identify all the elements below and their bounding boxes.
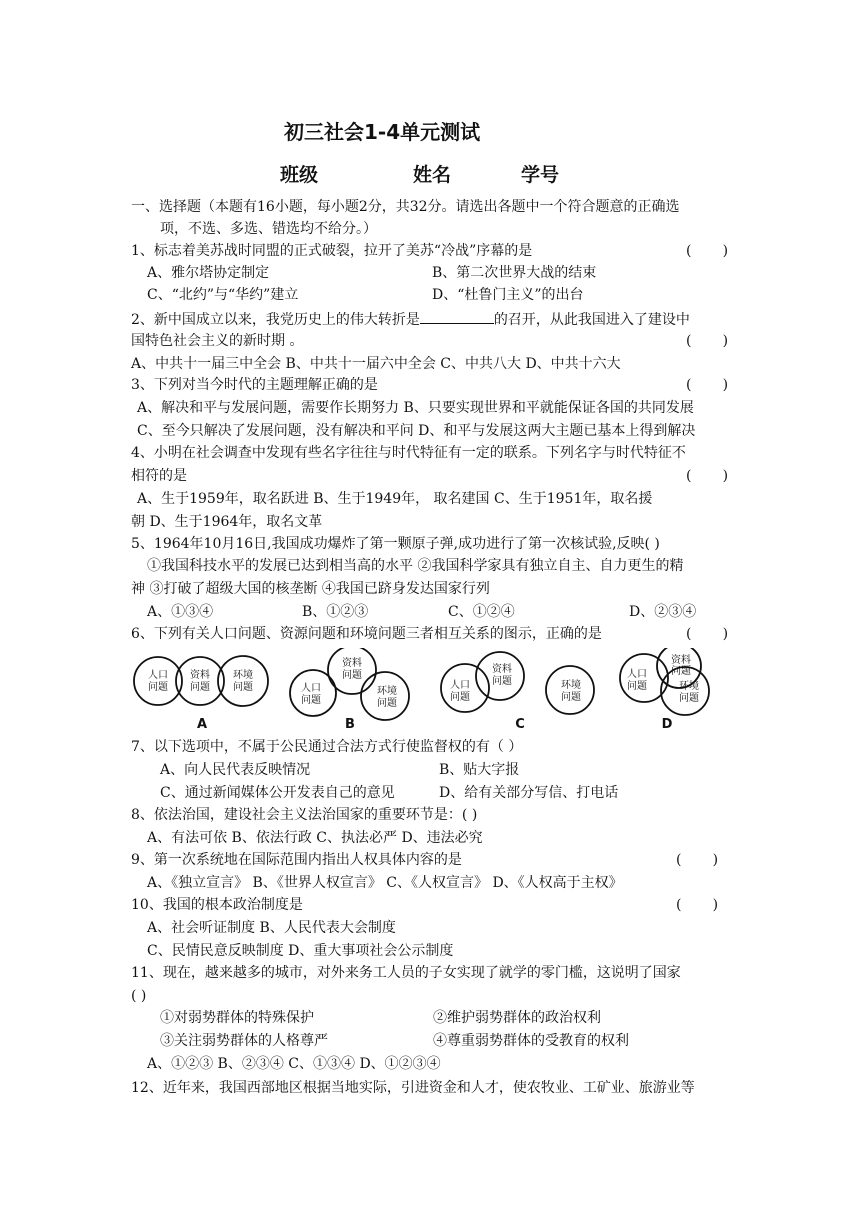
- diagram-c-resource-line2: 问题: [492, 676, 512, 687]
- circle-environment: [218, 656, 268, 706]
- page-title: 初三社会1-4单元测试: [284, 120, 481, 144]
- circle-population: [134, 657, 182, 705]
- question-5-option-b: B、①②③: [302, 604, 369, 620]
- diagram-letter-c: C: [515, 717, 525, 732]
- question-11-statement-4: ④尊重弱势群体的受教育的权利: [433, 1033, 629, 1049]
- diagram-c-env-line2: 问题: [561, 692, 581, 703]
- diagram-c-env-line1: 环境: [561, 680, 581, 691]
- question-11-stem: 11、现在，越来越多的城市，对外来务工人员的子女实现了就学的零门槛，这说明了国家: [131, 965, 681, 981]
- question-4-options: A、生于1959年，取名跃进 B、生于1949年， 取名建国 C、生于1951年，取名援: [137, 491, 653, 507]
- answer-blank: [420, 309, 494, 324]
- diagram-d-people-line1: 人口: [627, 669, 647, 680]
- diagram-a-people-line2: 问题: [148, 682, 168, 693]
- venn-diagram-options: [130, 648, 730, 732]
- diagram-letter-a: A: [196, 717, 208, 732]
- question-10-stem: 10、我国的根本政治制度是: [131, 897, 303, 913]
- question-8-options: A、有法可依 B、依法行政 C、执法必严 D、违法必究: [147, 830, 483, 846]
- question-12-stem: 12、近年来，我国西部地区根据当地实际，引进资金和人才，使农牧业、工矿业、旅游业等: [131, 1080, 695, 1096]
- name-label: 姓名: [413, 164, 452, 186]
- question-1-option-b: B、第二次世界大战的结束: [432, 265, 597, 281]
- question-5-option-c: C、①②④: [448, 604, 515, 620]
- question-5-option-d: D、②③④: [629, 604, 697, 620]
- question-6-answer-paren: ( ): [686, 626, 729, 642]
- question-11-statement-1: ①对弱势群体的特殊保护: [160, 1010, 314, 1026]
- question-10-answer-paren: ( ): [676, 897, 719, 913]
- question-7-option-a: A、向人民代表反映情况: [160, 762, 311, 778]
- question-5-option-a: A、①③④: [147, 604, 214, 620]
- question-7-option-b: B、贴大字报: [439, 762, 520, 778]
- question-9-answer-paren: ( ): [676, 852, 719, 868]
- question-4-options-cont: 朝 D、生于1964年，取名文革: [131, 514, 323, 530]
- diagram-letter-d: D: [661, 717, 673, 732]
- question-5-statement-1: ①我国科技水平的发展已达到相当高的水平 ②我国科学家具有独立自主、自力更生的精: [147, 558, 684, 574]
- question-11-options: A、①②③ B、②③④ C、①③④ D、①②③④: [147, 1056, 441, 1072]
- diagram-a-resource-line2: 问题: [190, 682, 210, 693]
- question-6-stem: 6、下列有关人口问题、资源问题和环境问题三者相互关系的图示，正确的是: [131, 626, 602, 642]
- question-1-option-c: C、“北约”与“华约”建立: [147, 287, 299, 303]
- diagram-b-env-line2: 问题: [377, 698, 397, 709]
- question-2-options: A、中共十一届三中全会 B、中共十一届六中全会 C、中共八大 D、中共十六大: [131, 356, 621, 372]
- question-2-answer-paren: ( ): [686, 333, 729, 349]
- circle-resource: [176, 657, 224, 705]
- question-2-stem-cont: 国特色社会主义的新时期 。: [131, 333, 304, 349]
- diagram-d-env-line2: 问题: [679, 693, 699, 704]
- question-7-stem: 7、以下选项中，不属于公民通过合法方式行使监督权的有（ ）: [131, 739, 523, 755]
- diagram-d-people-line2: 问题: [627, 681, 647, 692]
- diagram-b-people-line1: 人口: [301, 683, 321, 694]
- diagram-a-people-line1: 人口: [148, 670, 168, 681]
- diagram-b-people-line2: 问题: [301, 695, 321, 706]
- question-10-options-cd: C、民情民意反映制度 D、重大事项社会公示制度: [147, 943, 454, 959]
- question-11-statement-2: ②维护弱势群体的政治权利: [433, 1010, 601, 1026]
- diagram-c-people-line1: 人口: [450, 680, 470, 691]
- question-1-stem: 1、标志着美苏战时同盟的正式破裂，拉开了美苏“冷战”序幕的是: [131, 243, 533, 259]
- diagram-d-env-line1: 环境: [679, 681, 699, 692]
- diagram-letter-b: B: [345, 717, 355, 732]
- question-2-stem-part2: 的召开，从此我国进入了建设中: [493, 312, 690, 328]
- diagram-b-resource-line2: 问题: [342, 670, 362, 681]
- question-8-stem: 8、依法治国，建设社会主义法治国家的重要环节是：( ): [131, 807, 478, 823]
- student-id-label: 学号: [521, 164, 560, 186]
- question-4-answer-paren: ( ): [686, 468, 729, 484]
- question-5-stem: 5、1964年10月16日,我国成功爆炸了第一颗原子弹,成功进行了第一次核试验,反映( ): [131, 536, 660, 552]
- question-5-statement-2: 神 ③打破了超级大国的核垄断 ④我国已跻身发达国家行列: [131, 581, 490, 597]
- question-10-options-ab: A、社会听证制度 B、人民代表大会制度: [147, 920, 396, 936]
- question-1-option-a: A、雅尔塔协定制定: [147, 265, 270, 281]
- question-3-answer-paren: ( ): [686, 377, 729, 393]
- question-3-stem: 3、下列对当今时代的主题理解正确的是: [131, 377, 378, 393]
- question-9-options: A、《独立宣言》 B、《世界人权宣言》 C、《人权宣言》 D、《人权高于主权》: [147, 875, 623, 891]
- diagram-d-resource-line1: 资料: [671, 655, 691, 666]
- diagram-c-resource-line1: 资料: [492, 664, 512, 675]
- question-1-option-d: D、“杜鲁门主义”的出台: [432, 287, 584, 303]
- diagram-a-env-line1: 环境: [233, 670, 253, 681]
- question-7-option-d: D、给有关部分写信、打电话: [439, 785, 619, 801]
- question-3-options-ab: A、解决和平与发展问题，需要作长期努力 B、只要实现世界和平就能保证各国的共同发展: [137, 400, 694, 416]
- question-4-stem-cont: 相符的是: [131, 468, 187, 484]
- question-7-option-c: C、通过新闻媒体公开发表自己的意见: [160, 785, 395, 801]
- section-heading: 一、选择题（本题有16小题，每小题2分，共32分。请选出各题中一个符合题意的正确选: [131, 199, 680, 215]
- class-label: 班级: [280, 164, 319, 186]
- diagram-c-people-line2: 问题: [450, 692, 470, 703]
- diagram-d-resource-line2: 问题: [671, 666, 691, 677]
- question-11-statement-3: ③关注弱势群体的人格尊严: [160, 1033, 328, 1049]
- diagram-b-env-line1: 环境: [377, 686, 397, 697]
- section-heading-cont: 项，不选、多选、错选均不给分。）: [160, 221, 377, 237]
- question-2-stem-part1: 2、新中国成立以来，我党历史上的伟大转折是: [131, 312, 420, 328]
- diagram-b-resource-line1: 资料: [342, 658, 362, 669]
- question-4-stem: 4、小明在社会调查中发现有些名字往往与时代特征有一定的联系。下列名字与时代特征不: [131, 445, 686, 461]
- question-1-answer-paren: ( ): [686, 243, 729, 259]
- diagram-a-env-line2: 问题: [233, 682, 253, 693]
- question-9-stem: 9、第一次系统地在国际范围内指出人权具体内容的是: [131, 852, 462, 868]
- diagram-a: [134, 656, 268, 706]
- diagram-a-resource-line1: 资料: [190, 670, 210, 681]
- question-3-options-cd: C、至今只解决了发展问题，没有解决和平问 D、和平与发展这两大主题已基本上得到解决: [137, 423, 696, 439]
- question-11-answer-paren: ( ): [131, 988, 147, 1004]
- question-2-stem: [131, 309, 690, 329]
